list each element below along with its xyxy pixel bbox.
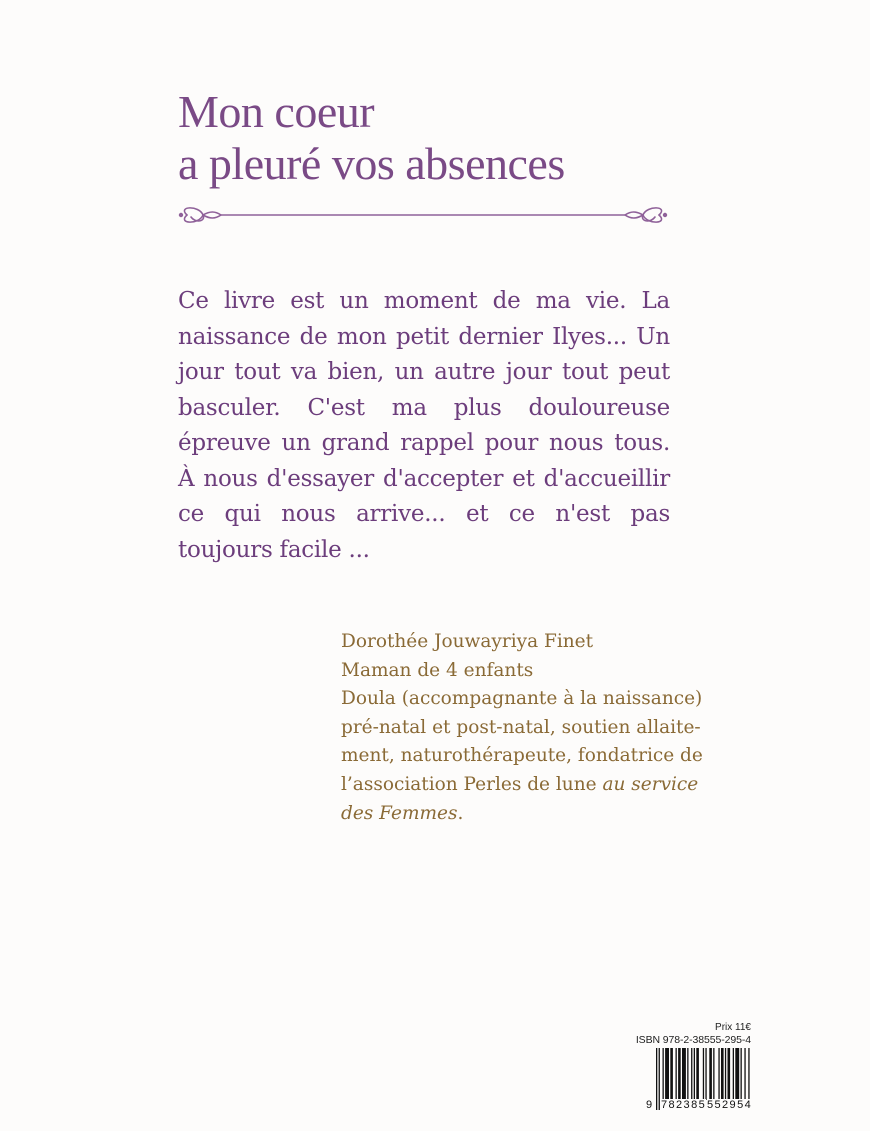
barcode-bar bbox=[744, 1048, 745, 1100]
barcode-bar bbox=[691, 1048, 692, 1100]
barcode-bar bbox=[665, 1048, 669, 1100]
barcode-bar bbox=[718, 1048, 719, 1100]
back-cover-blurb: Ce livre est un moment de ma vie. La naissance de mon petit dernier Ilyes... Un jour tout va bien, un autre jour tout peut basculer. C'est ma plus douloureuse épreuve un grand rappel pour nous tous. À nous d'essayer d'accepter et d'accueillir ce qui nous arrive... et ce n'est pas toujours facile ... bbox=[178, 288, 670, 563]
barcode-bar bbox=[696, 1048, 699, 1100]
title-line-2: a pleuré vos absences bbox=[178, 138, 565, 189]
author-name: Dorothée Jouwayriya Finet bbox=[341, 631, 594, 652]
barcode-bar bbox=[678, 1048, 681, 1100]
barcode-bar bbox=[687, 1048, 688, 1100]
author-bio-line bbox=[341, 800, 741, 829]
barcode-bar bbox=[682, 1048, 686, 1100]
barcode-digits-right: 552954 bbox=[707, 1099, 753, 1111]
barcode bbox=[646, 1048, 752, 1112]
author-bio bbox=[341, 628, 741, 828]
author-bio-text: l’association Perles de lune bbox=[341, 773, 603, 795]
author-bio-line: ment, naturothérapeute, fondatrice de bbox=[341, 745, 703, 767]
author-bio-line: Doula (accompagnante à la naissance) bbox=[341, 688, 703, 710]
barcode-bar bbox=[676, 1048, 677, 1100]
author-bio-italic: au service bbox=[602, 773, 699, 795]
barcode-bar bbox=[721, 1048, 724, 1100]
barcode-bar bbox=[703, 1048, 704, 1100]
barcode-digits-left: 782385 bbox=[661, 1099, 707, 1111]
barcode-bar bbox=[705, 1048, 706, 1100]
title-line-1: Mon coeur bbox=[178, 86, 375, 137]
barcode-bar bbox=[728, 1048, 731, 1100]
barcode-bar bbox=[663, 1048, 664, 1100]
author-bio-line: Maman de 4 enfants bbox=[341, 659, 534, 681]
barcode-bar bbox=[741, 1048, 742, 1100]
author-bio-text: . bbox=[457, 802, 464, 824]
isbn-label: ISBN 978-2-38555-295-4 bbox=[635, 1034, 751, 1046]
price-label: Prix 11€ bbox=[715, 1022, 751, 1033]
barcode-bar bbox=[735, 1048, 739, 1100]
author-bio-italic: des Femmes bbox=[341, 802, 458, 824]
barcode-bar bbox=[670, 1048, 673, 1100]
barcode-bar bbox=[656, 1048, 657, 1110]
book-title bbox=[178, 86, 565, 190]
author-bio-line: pré-natal et post-natal, soutien allaite- bbox=[341, 716, 701, 738]
author-bio-line bbox=[341, 771, 741, 800]
barcode-bar bbox=[748, 1048, 749, 1100]
ornament-divider-icon bbox=[173, 203, 673, 227]
barcode-bar bbox=[659, 1048, 660, 1110]
barcode-bar bbox=[733, 1048, 734, 1100]
barcode-bar bbox=[725, 1048, 726, 1100]
barcode-bar bbox=[694, 1048, 695, 1100]
barcode-digit-first: 9 bbox=[646, 1099, 653, 1111]
